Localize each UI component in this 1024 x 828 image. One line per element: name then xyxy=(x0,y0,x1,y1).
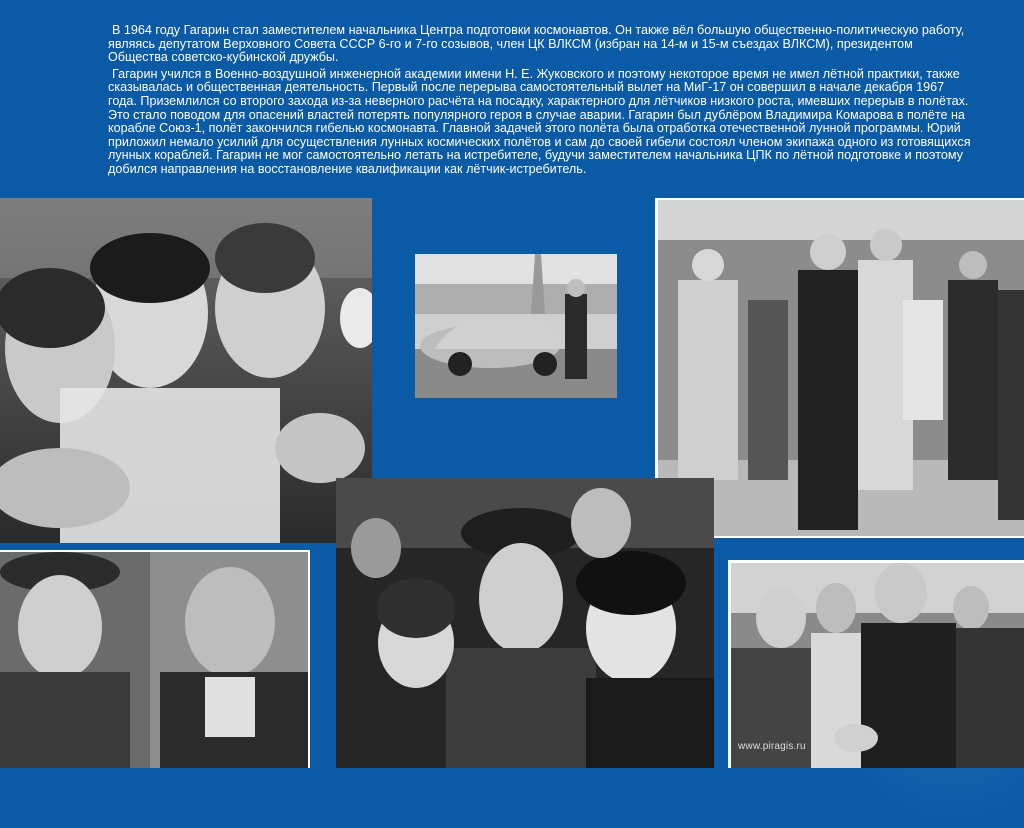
photo-korolev xyxy=(0,552,308,768)
text-block xyxy=(108,24,976,180)
paragraph-2: Гагарин учился в Военно-воздушной инженерной академии имени Н. Е. Жуковского и поэтому некоторое время не имел лётной практики, также сказывалась и общественная деятельность. Первый после перерыва самостоятельный вылет на МиГ-17 он совершил в начале декабря 1967 года. Приземлился со второго захода из-за неверного расчёта на посадку, характерного для лётчиков низкого роста, имевших перерыв в полётах. Это стало поводом для опасений властей потерять популярного героя в случае аварии. Гагарин был дублёром Владимира Комарова в полёте на корабле Союз-1, полёт закончился гибелью космонавта. Главной задачей этого полёта была отработка отечественной лунной программы. Юрий приложил немало усилий для осуществления лунных космических полётов и сам до своей гибели состоял членом экипажа одного из готовящихся лунных кораблей. Гагарин не мог самостоятельно летать на истребителе, будучи заместителем начальника ЦПК по лётной подготовке и поэтому добился направления на восстановление квалификации как лётчик-истребитель. xyxy=(108,66,971,176)
photo-girls xyxy=(336,478,714,768)
paragraph-1: В 1964 году Гагарин стал заместителем начальника Центра подготовки космонавтов. Он также вёл большую общественно-политическую работу, являясь депутатом Верховного Совета СССР 6-го и 7-го созывов, член ЦК ВЛКСМ (избран на 14-м и 15-м съездах ВЛКСМ), президентом Общества советско-кубинской дружбы. xyxy=(108,23,965,65)
photo-children-hug xyxy=(0,198,372,543)
photo-car xyxy=(415,254,617,398)
photo-handshake xyxy=(731,563,1024,768)
watermark: www.piragis.ru xyxy=(738,741,806,752)
